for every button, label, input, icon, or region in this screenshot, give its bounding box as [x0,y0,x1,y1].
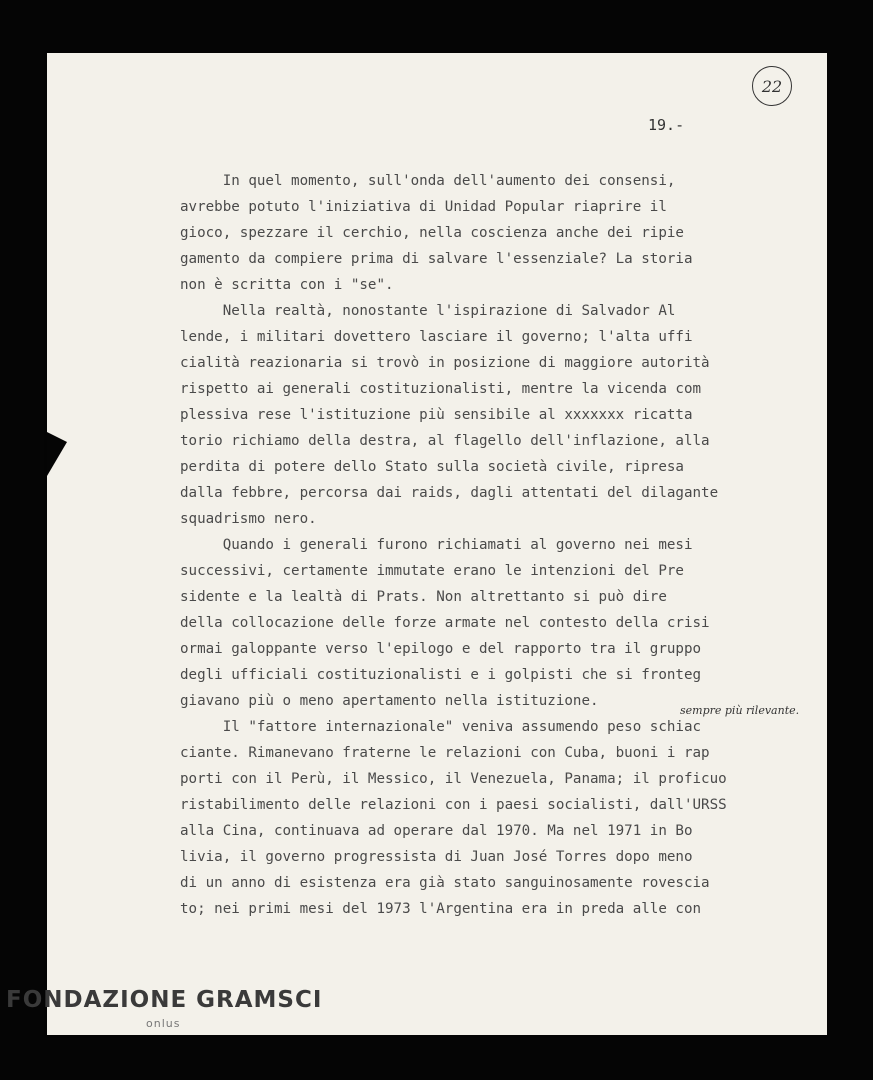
text-line: gamento da compiere prima di salvare l'essenziale? La storia [180,251,693,267]
text-line: torio richiamo della destra, al flagello dell'inflazione, alla [180,433,710,449]
text-line: non è scritta con i "se". [180,277,394,293]
text-line: della collocazione delle forze armate nel contesto della crisi [180,615,710,631]
text-line: alla Cina, continuava ad operare dal 1970. Ma nel 1971 in Bo [180,823,693,839]
watermark-suffix: onlus [146,1017,181,1030]
torn-notch [47,432,67,476]
circled-page-number: 22 [752,66,792,106]
text-line: ciante. Rimanevano fraterne le relazioni con Cuba, buoni i rap [180,745,710,761]
text-line: to; nei primi mesi del 1973 l'Argentina era in preda alle con [180,901,702,917]
text-line: Nella realtà, nonostante l'ispirazione di Salvador Al [180,303,676,319]
text-line: porti con il Perù, il Messico, il Venezuela, Panama; il proficuo [180,771,727,787]
handwritten-margin-note: sempre più rilevante. [680,704,800,717]
text-line: giavano più o meno apertamento nella istituzione. [180,693,599,709]
text-line: sidente e la lealtà di Prats. Non altrettanto si può dire [180,589,667,605]
text-line: rispetto ai generali costituzionalisti, mentre la vicenda com [180,381,702,397]
text-line: avrebbe potuto l'iniziativa di Unidad Popular riaprire il [180,199,667,215]
text-line: di un anno di esistenza era già stato sanguinosamente rovescia [180,875,710,891]
text-line: cialità reazionaria si trovò in posizione di maggiore autorità [180,355,710,371]
typed-page-number: 19.- [648,116,685,134]
text-line: ormai galoppante verso l'epilogo e del rapporto tra il gruppo [180,641,702,657]
text-line: lende, i militari dovettero lasciare il governo; l'alta uffi [180,329,693,345]
text-line: ristabilimento delle relazioni con i paesi socialisti, dall'URSS [180,797,727,813]
text-line: degli ufficiali costituzionalisti e i golpisti che si fronteg [180,667,702,683]
text-line: Il "fattore internazionale" veniva assumendo peso schiac [180,719,702,735]
fondazione-watermark [6,988,322,1036]
text-line: dalla febbre, percorsa dai raids, dagli attentati del dilagante [180,485,719,501]
text-line: successivi, certamente immutate erano le intenzioni del Pre [180,563,684,579]
watermark-name: FONDAZIONE GRAMSCI [6,987,323,1013]
text-line: perdita di potere dello Stato sulla società civile, ripresa [180,459,684,475]
text-line: livia, il governo progressista di Juan José Torres dopo meno [180,849,693,865]
text-line: squadrismo nero. [180,511,317,527]
text-line: plessiva rese l'istituzione più sensibile al xxxxxxx ricatta [180,407,693,423]
text-line: gioco, spezzare il cerchio, nella coscienza anche dei ripie [180,225,684,241]
text-line: Quando i generali furono richiamati al governo nei mesi [180,537,693,553]
text-line: In quel momento, sull'onda dell'aumento dei consensi, [180,173,676,189]
typewritten-text [180,168,780,922]
